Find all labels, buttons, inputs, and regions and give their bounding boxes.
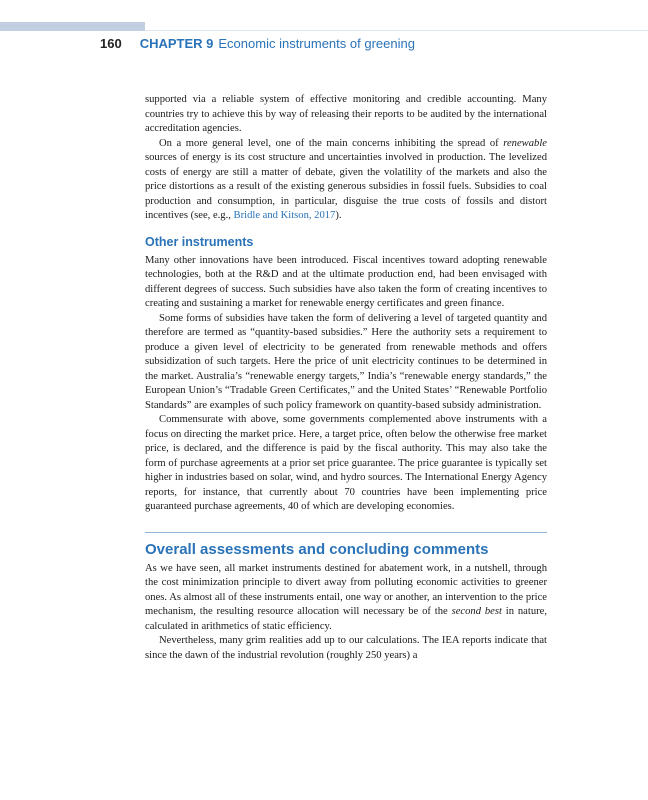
citation-link[interactable]: Bridle and Kitson, 2017 <box>233 210 336 221</box>
header-accent-bar <box>0 22 145 31</box>
running-head <box>100 36 415 52</box>
page-body <box>145 93 547 663</box>
chapter-label: CHAPTER 9 <box>139 36 214 51</box>
paragraph: Some forms of subsidies have taken the form of delivering a level of targeted quantity and therefore are termed as “quantity-based subsidies.” Here the authority sets a requirement to produce a given level of electricity to be generated from renewable methods and offers subsidization of such targets. Here the price of unit electricity continues to be determined in the market. Australia’s “renewable energy targets,” India’s “renewable energy standards,” the European Union’s “Tradable Green Certificates,” and the United States’ “Renewable Portfolio Standards” are examples of such policy framework on quantity-based subsidy administration. <box>145 312 547 411</box>
section-heading-overall-assessments: Overall assessments and concluding comments <box>145 540 489 558</box>
paragraph-text: sources of energy is its cost structure and uncertainties involved in production. The levelized costs of energy are still a matter of debate, given the volatility of the markets and also the price distortions as a result of the existing generous subsidies in fossil fuels. Subsidies to coal production and consumption, in particular, disguise the true costs of fossils and distort incentives (see, e.g., <box>145 152 547 221</box>
chapter-title: Economic instruments of greening <box>218 36 415 51</box>
paragraph: Many other innovations have been introduced. Fiscal incentives toward adopting renewable technologies, both at the R&D and at the ultimate production end, had been envisaged with different degrees of success. Such subsidies have also taken the form of creating incentives to creating and sustaining a market for renewable energy certificates and green finance. <box>145 254 547 309</box>
paragraph-text: in nature, calculated in arithmetics of static efficiency. <box>145 606 547 632</box>
paragraph <box>145 137 547 224</box>
emphasis-text: second best <box>451 606 502 617</box>
paragraph-text: On a more general level, one of the main concerns inhibiting the spread of <box>159 137 504 149</box>
paragraph <box>145 562 547 635</box>
emphasis-text: renewable <box>503 137 547 149</box>
section-divider <box>145 532 547 533</box>
paragraph-text: As we have seen, all market instruments destined for abatement work, in a nutshell, through the cost minimization principle to divert away from polluting economic activities to greener ones. As almost all of these instruments entail, one way or another, an intervention to the price mechanism, the resulting resource allocation will necessary be of the <box>145 562 547 617</box>
paragraph: supported via a reliable system of effective monitoring and credible accounting. Many countries try to achieve this by way of releasing their reports to be audited by the international accreditation agencies. <box>145 94 547 134</box>
header-rule <box>145 30 648 31</box>
paragraph-text: ). <box>335 210 342 221</box>
section-heading-other-instruments: Other instruments <box>145 234 254 249</box>
paragraph: Nevertheless, many grim realities add up to our calculations. The IEA reports indicate that since the dawn of the industrial revolution (roughly 250 years) a <box>145 635 547 661</box>
page-number: 160 <box>100 36 122 51</box>
paragraph: Commensurate with above, some governments complemented above instruments with a focus on directing the market price. Here, a target price, often below the otherwise free market price, is declared, and the difference is paid by the fiscal authority. This may also take the form of purchase agreements at a prior set price guarantee. The price guarantee is typically set higher in industries based on solar, wind, and hydro sources. The International Energy Agency reports, for instance, that currently about 70 countries have been implementing price guaranteed purchase agreements, 40 of which are developing economies. <box>145 414 547 512</box>
